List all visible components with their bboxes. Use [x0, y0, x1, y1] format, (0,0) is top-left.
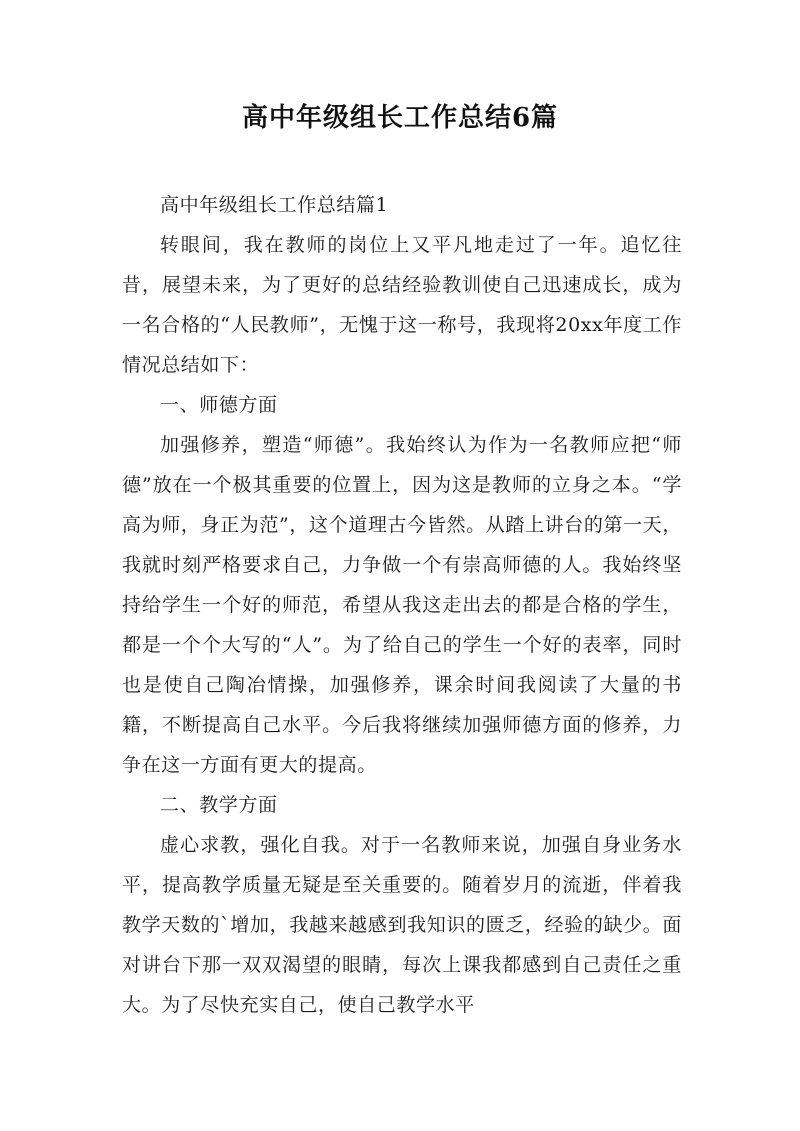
paragraph-intro: 转眼间，我在教师的岗位上又平凡地走过了一年。追忆往昔，展望未来，为了更好的总结经验教训使自己迅速成长，成为一名合格的“人民教师”，无愧于这一称号，我现将20xx年度工作情况总结如下：	[122, 234, 682, 376]
paragraph-ethics: 加强修养，塑造“师德”。我始终认为作为一名教师应把“师德”放在一个极其重要的位置上，因为这是教师的立身之本。“学高为师，身正为范”，这个道理古今皆然。从踏上讲台的第一天，我就时刻严格要求自己，力争做一个有崇高师德的人。我始终坚持给学生一个好的师范，希望从我这走出去的都是合格的学生，都是一个个大写的“人”。为了给自己的学生一个好的表率，同时也是使自己陶冶情操，加强修养，课余时间我阅读了大量的书籍，不断提高自己水平。今后我将继续加强师德方面的修养，力争在这一方面有更大的提高。	[122, 434, 682, 776]
document-title: 高中年级组长工作总结6篇	[241, 103, 559, 133]
document-body	[122, 185, 682, 1025]
section-title: 高中年级组长工作总结篇1	[160, 194, 389, 216]
heading-ethics: 一、师德方面	[160, 394, 278, 416]
heading-teaching: 二、教学方面	[160, 794, 278, 816]
paragraph-teaching: 虚心求教，强化自我。对于一名教师来说，加强自身业务水平，提高教学质量无疑是至关重要的。随着岁月的流逝，伴着我教学天数的`增加，我越来越感到我知识的匮乏，经验的缺少。面对讲台下那一双双渴望的眼睛，每次上课我都感到自己责任之重大。为了尽快充实自己，使自己教学水平	[122, 834, 682, 1016]
